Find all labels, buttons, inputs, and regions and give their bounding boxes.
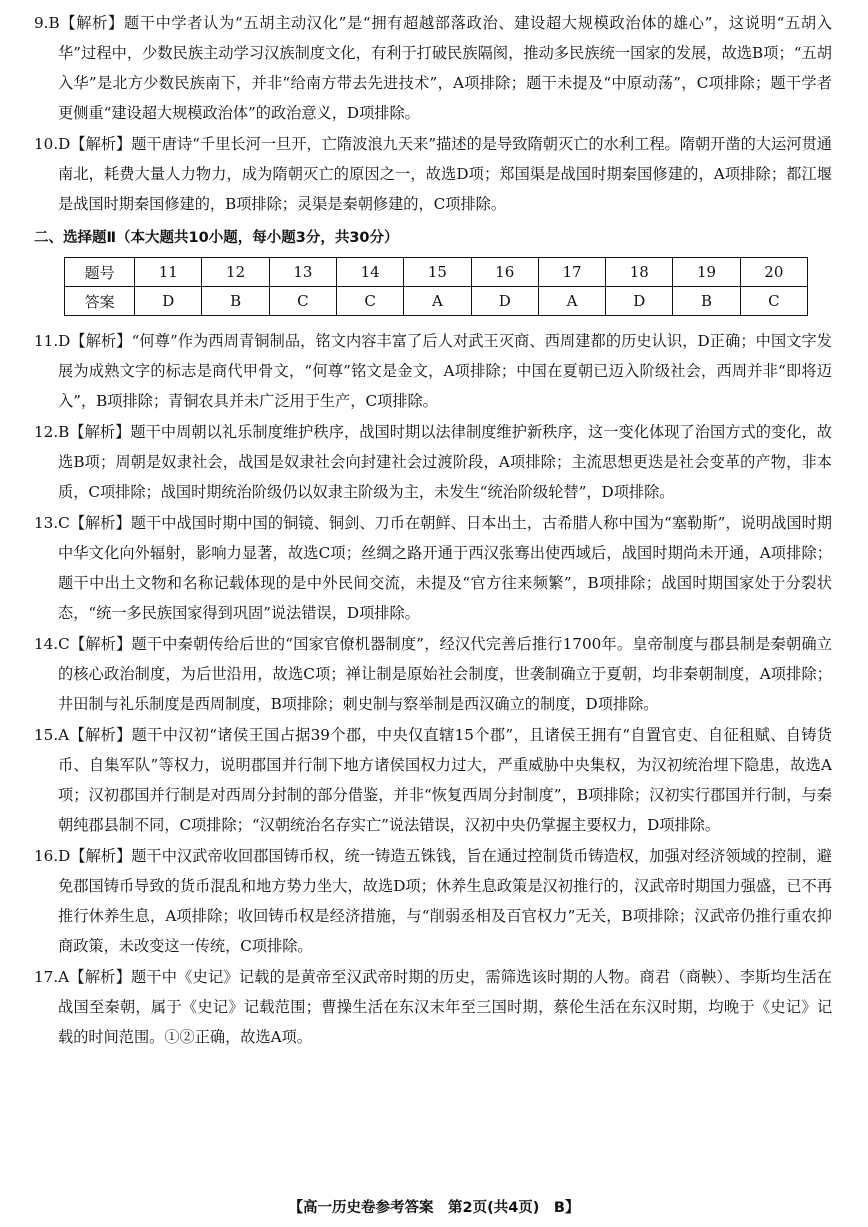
answer-table — [64, 257, 808, 316]
answer-cell: D — [471, 287, 538, 316]
answer-explanation-15: 15.A【解析】题干中汉初“诸侯王国占据39个郡，中央仅直辖15个郡”，且诸侯王拥有“自置官吏、自征租赋、自铸货币、自集军队”等权力，说明郡国并行制下地方诸侯国权力过大，严重威胁中央集权，为汉初统治埋下隐患，故选A项；汉初郡国并行制是对西周分封制的部分借鉴，并非“恢复西周分封制度”，B项排除；汉初实行郡国并行制，与秦朝纯郡县制不同，C项排除；“汉朝统治名存实亡”说法错误，汉初中央仍掌握主要权力，D项排除。 — [34, 726, 832, 834]
answer-cell: D — [606, 287, 673, 316]
answer-cell: D — [135, 287, 202, 316]
answer-cell: C — [269, 287, 336, 316]
question-number-cell: 14 — [337, 258, 404, 287]
answer-cell: A — [404, 287, 471, 316]
answer-explanation-12: 12.B【解析】题干中周朝以礼乐制度维护秩序，战国时期以法律制度维护新秩序，这一变化体现了治国方式的变化，故选B项；周朝是奴隶社会，战国是奴隶社会向封建社会过渡阶段，A项排除；主流思想更迭是社会变革的产物，非本质，C项排除；战国时期统治阶级仍以奴隶主阶级为主，未发生“统治阶级轮替”，D项排除。 — [34, 423, 832, 501]
question-number-cell: 19 — [673, 258, 740, 287]
answer-explanation-11: 11.D【解析】“何尊”作为西周青铜制品，铭文内容丰富了后人对武王灭商、西周建都的历史认识，D正确；中国文字发展为成熟文字的标志是商代甲骨文，“何尊”铭文是金文，A项排除；中国在夏朝已迈入阶级社会，西周并非“即将迈入”，B项排除；青铜农具并未广泛用于生产，C项排除。 — [34, 332, 832, 410]
question-number-cell: 17 — [538, 258, 605, 287]
table-row-numbers — [65, 258, 808, 287]
page-footer: 【高一历史卷参考答案 第2页(共4页) B】 — [288, 1200, 580, 1216]
question-number-cell: 13 — [269, 258, 336, 287]
answer-explanation-14: 14.C【解析】题干中秦朝传给后世的“国家官僚机器制度”，经汉代完善后推行1700年。皇帝制度与郡县制是秦朝确立的核心政治制度，为后世沿用，故选C项；禅让制是原始社会制度，世袭制确立于夏朝，均非秦朝制度，A项排除；井田制与礼乐制度是西周制度，B项排除；刺史制与察举制是西汉确立的制度，D项排除。 — [34, 635, 832, 713]
answer-cell: C — [740, 287, 807, 316]
section-heading: 二、选择题Ⅱ（本大题共10小题，每小题3分，共30分） — [34, 230, 399, 246]
question-number-cell: 18 — [606, 258, 673, 287]
answer-key-page — [34, 8, 832, 1052]
answer-cell: B — [202, 287, 269, 316]
question-number-cell: 15 — [404, 258, 471, 287]
table-header-cell: 题号 — [65, 258, 135, 287]
answer-explanation-9: 9.B【解析】题干中学者认为“五胡主动汉化”是“拥有超越部落政治、建设超大规模政治体的雄心”，这说明“五胡入华”过程中，少数民族主动学习汉族制度文化，有利于打破民族隔阂，推动多民族统一国家的发展，故选B项；“五胡入华”是北方少数民族南下，并非“给南方带去先进技术”，A项排除；题干未提及“中原动荡”，C项排除；题干学者更侧重“建设超大规模政治体”的政治意义，D项排除。 — [34, 14, 832, 122]
answer-explanation-16: 16.D【解析】题干中汉武帝收回郡国铸币权，统一铸造五铢钱，旨在通过控制货币铸造权，加强对经济领域的控制，避免郡国铸币导致的货币混乱和地方势力坐大，故选D项；休养生息政策是汉初推行的，汉武帝时期国力强盛，已不再推行休养生息，A项排除；收回铸币权是经济措施，与“削弱丞相及百官权力”无关，B项排除；汉武帝仍推行重农抑商政策，未改变这一传统，C项排除。 — [34, 847, 832, 955]
answer-cell: A — [538, 287, 605, 316]
answer-cell: C — [337, 287, 404, 316]
question-number-cell: 20 — [740, 258, 807, 287]
answer-explanation-10: 10.D【解析】题干唐诗“千里长河一旦开，亡隋波浪九天来”描述的是导致隋朝灭亡的水利工程。隋朝开凿的大运河贯通南北，耗费大量人力物力，成为隋朝灭亡的原因之一，故选D项；郑国渠是战国时期秦国修建的，A项排除；都江堰是战国时期秦国修建的，B项排除；灵渠是秦朝修建的，C项排除。 — [34, 135, 832, 213]
table-row-answers — [65, 287, 808, 316]
table-header-cell: 答案 — [65, 287, 135, 316]
question-number-cell: 12 — [202, 258, 269, 287]
answer-cell: B — [673, 287, 740, 316]
question-number-cell: 11 — [135, 258, 202, 287]
question-number-cell: 16 — [471, 258, 538, 287]
answer-explanation-13: 13.C【解析】题干中战国时期中国的铜镜、铜剑、刀币在朝鲜、日本出土，古希腊人称中国为“塞勒斯”，说明战国时期中华文化向外辐射，影响力显著，故选C项；丝绸之路开通于西汉张骞出使西域后，战国时期尚未开通，A项排除；题干中出土文物和名称记载体现的是中外民间交流，未提及“官方往来频繁”，B项排除；战国时期国家处于分裂状态，“统一多民族国家得到巩固”说法错误，D项排除。 — [34, 514, 832, 622]
answer-explanation-17: 17.A【解析】题干中《史记》记载的是黄帝至汉武帝时期的历史，需筛选该时期的人物。商君（商鞅）、李斯均生活在战国至秦朝，属于《史记》记载范围；曹操生活在东汉末年至三国时期，蔡伦生活在东汉时期，均晚于《史记》记载的时间范围。①②正确，故选A项。 — [34, 968, 832, 1046]
